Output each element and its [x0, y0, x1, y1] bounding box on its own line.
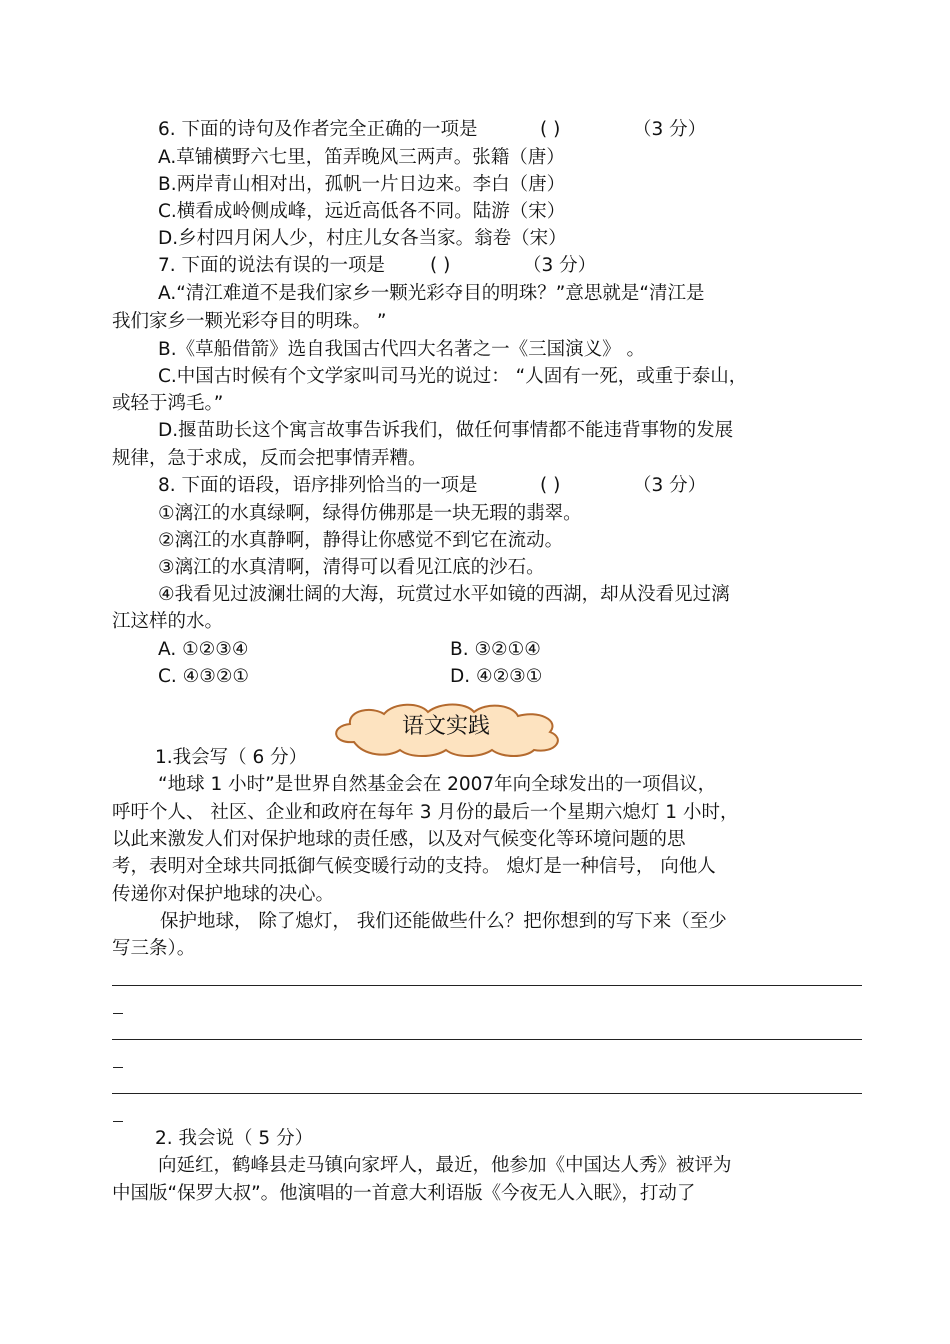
- q7-option-a-line1: A.“清江难道不是我们家乡一颗光彩夺目的明珠？”意思就是“清江是: [158, 283, 705, 304]
- writing-question-line1: 保护地球， 除了熄灯， 我们还能做些什么？把你想到的写下来（至少: [160, 911, 727, 932]
- q7-score: （3 分）: [523, 255, 597, 276]
- q7-stem: 7. 下面的说法有误的一项是: [158, 255, 386, 276]
- q6-option-a: A.草铺横野六七里，笛弄晚风三两声。张籍（唐）: [158, 147, 565, 168]
- q8-option-d: D. ④②③①: [450, 666, 543, 687]
- answer-line-3-tail: [113, 1121, 123, 1122]
- writing-question-line2: 写三条）。: [112, 938, 196, 959]
- section-heading-cloud: [324, 700, 568, 758]
- q8-sentence-1: ①漓江的水真绿啊，绿得仿佛那是一块无瑕的翡翠。: [158, 503, 582, 524]
- writing-task-title: 1.我会写（ 6 分）: [155, 747, 308, 768]
- q6-score: （3 分）: [633, 119, 707, 140]
- writing-passage-line4: 考，表明对全球共同抵御气候变暖行动的支持。 熄灯是一种信号， 向他人: [112, 856, 716, 877]
- speaking-passage-line2: 中国版“保罗大叔”。他演唱的一首意大利语版《今夜无人入眠》，打动了: [112, 1183, 696, 1204]
- q6-option-c: C.横看成岭侧成峰，远近高低各不同。陆游（宋）: [158, 201, 566, 222]
- writing-passage-line3: 以此来激发人们对保护地球的责任感，以及对气候变化等环境问题的思: [112, 829, 686, 850]
- answer-line-1-tail: [113, 1013, 123, 1014]
- answer-line-1[interactable]: [112, 985, 862, 986]
- speaking-task-title: 2. 我会说（ 5 分）: [155, 1128, 314, 1149]
- answer-line-2[interactable]: [112, 1039, 862, 1040]
- answer-line-2-tail: [113, 1067, 123, 1068]
- q7-option-c-line1: C.中国古时候有个文学家叫司马光的说过： “人固有一死，或重于泰山，: [158, 366, 748, 387]
- q8-answer-paren: ( ): [540, 475, 561, 496]
- q6-option-d: D.乡村四月闲人少，村庄儿女各当家。翁卷（宋）: [158, 228, 567, 249]
- q8-option-c: C. ④③②①: [158, 666, 250, 687]
- q7-option-b: B.《草船借箭》选自我国古代四大名著之一《三国演义》 。: [158, 339, 645, 360]
- q7-option-d-line2: 规律，急于求成，反而会把事情弄糟。: [112, 448, 427, 469]
- writing-passage-line2: 呼吁个人、 社区、企业和政府在每年 3 月份的最后一个星期六熄灯 1 小时，: [112, 802, 739, 823]
- q8-sentence-4-line1: ④我看见过波澜壮阔的大海，玩赏过水平如镜的西湖，却从没看见过漓: [158, 584, 730, 605]
- q7-answer-paren: ( ): [430, 255, 451, 276]
- q7-option-d-line1: D.揠苗助长这个寓言故事告诉我们，做任何事情都不能违背事物的发展: [158, 420, 734, 441]
- q8-sentence-4-line2: 江这样的水。: [112, 611, 224, 632]
- q6-stem: [158, 118, 478, 142]
- q8-option-a: A. ①②③④: [158, 639, 249, 660]
- section-heading-title: 语文实践: [401, 714, 490, 739]
- q7-option-c-line2: 或轻于鸿毛。”: [112, 393, 224, 414]
- writing-passage-line1: “地球 1 小时”是世界自然基金会在 2007年向全球发出的一项倡议，: [158, 774, 717, 795]
- q8-score: （3 分）: [633, 475, 707, 496]
- speaking-passage-line1: 向延红，鹤峰县走马镇向家坪人，最近，他参加《中国达人秀》被评为: [158, 1155, 732, 1176]
- q7-option-a-line2: 我们家乡一颗光彩夺目的明珠。 ”: [112, 311, 387, 332]
- q8-sentence-2: ②漓江的水真静啊，静得让你感觉不到它在流动。: [158, 530, 564, 551]
- q6-stem-text: 6. 下面的诗句及作者完全正确的一项是: [158, 119, 478, 140]
- q6-answer-paren: ( ): [540, 119, 561, 140]
- q8-option-b: B. ③②①④: [450, 639, 541, 660]
- q8-stem: 8. 下面的语段，语序排列恰当的一项是: [158, 475, 478, 496]
- q8-sentence-3: ③漓江的水真清啊，清得可以看见江底的沙石。: [158, 557, 545, 578]
- writing-passage-line5: 传递你对保护地球的决心。: [112, 884, 335, 905]
- answer-line-3[interactable]: [112, 1093, 862, 1094]
- q6-option-b: B.两岸青山相对出，孤帆一片日边来。李白（唐）: [158, 174, 566, 195]
